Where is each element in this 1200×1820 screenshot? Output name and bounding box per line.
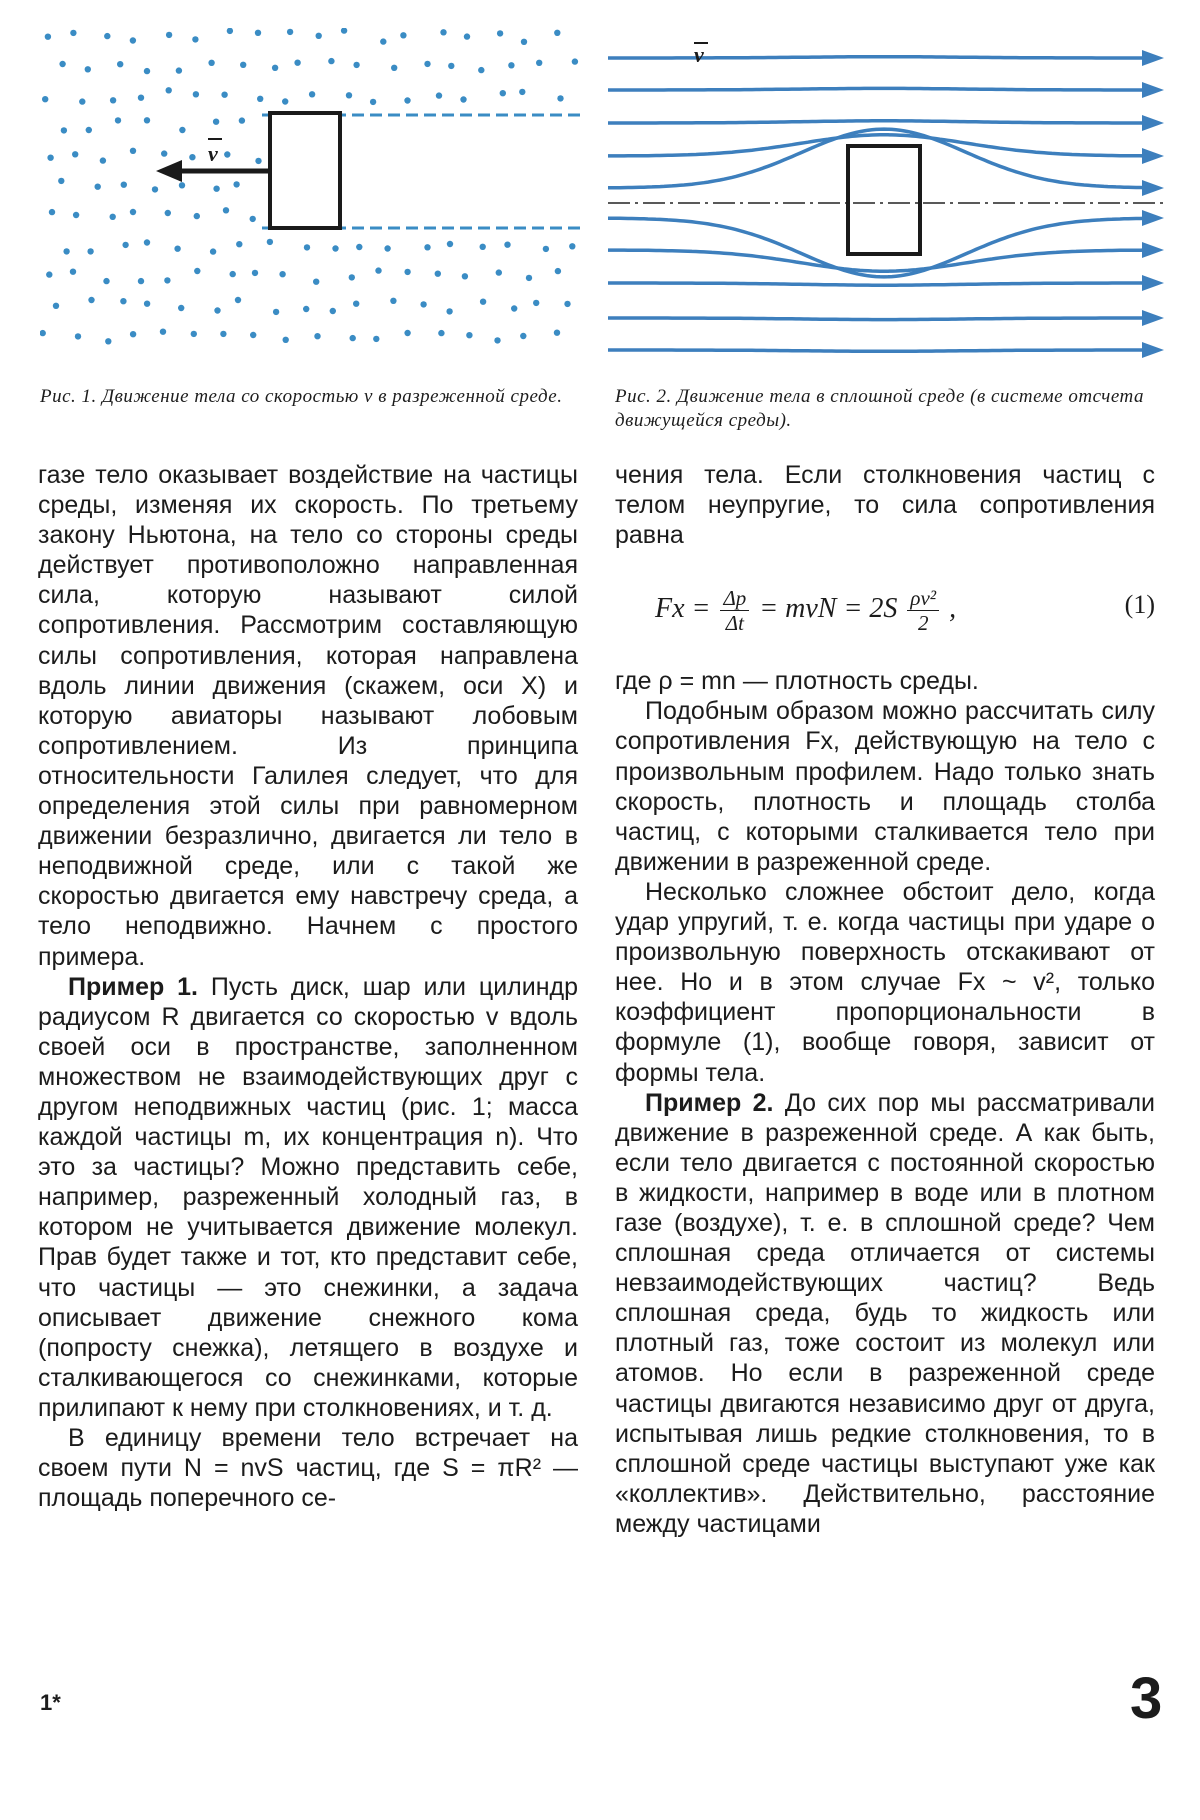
particle <box>390 298 396 304</box>
paragraph-text: Пусть диск, шар или цилиндр радиусом R двигается со скоростью v вдоль своей оси в пространстве, заполненном множеством не взаимодействующих друг с другом неподвижных частиц (рис. 1; масса каждой частицы m, их концентрация n). Что это за частицы? Можно представить себе, например, разреженный холодный газ, в котором не учитывается движение молекул. Прав будет также и тот, кто представит себе, что частицы — это снежинки, а задача описывает движение снежного кома (попросту снежка), летящего в воздухе и сталкивающегося со снежинками, которые прилипают к нему при столкновениях, и т. д. <box>38 972 579 1422</box>
example-2-paragraph <box>615 1088 1155 1539</box>
particle <box>213 186 219 192</box>
particle <box>236 241 242 247</box>
particle <box>194 268 200 274</box>
particle <box>341 28 347 34</box>
particle <box>233 181 239 187</box>
formula-expression <box>655 586 956 635</box>
formula-fraction-2: $\frac{\text{ρv²}}{2}$ <box>907 586 939 635</box>
particle <box>191 331 197 337</box>
particle <box>404 269 410 275</box>
particle <box>435 271 441 277</box>
particle <box>350 335 356 341</box>
particle <box>304 244 310 250</box>
particle <box>500 90 506 96</box>
particle <box>332 245 338 251</box>
particle <box>504 242 510 248</box>
particle <box>210 248 216 254</box>
left-column <box>38 460 578 1513</box>
particle <box>120 298 126 304</box>
particle <box>557 95 563 101</box>
example-1-paragraph <box>38 972 578 1423</box>
particle <box>165 210 171 216</box>
particle <box>466 332 472 338</box>
particle <box>53 303 59 309</box>
particle <box>130 209 136 215</box>
particle <box>478 67 484 73</box>
figure-1-caption: Рис. 1. Движение тела со скоростью v в разреженной среде. <box>40 386 563 407</box>
particle <box>138 95 144 101</box>
particle <box>63 248 69 254</box>
particle <box>316 33 322 39</box>
formula-lhs: Fx = <box>655 593 711 625</box>
particle <box>193 91 199 97</box>
particle <box>160 329 166 335</box>
paragraph: где ρ = mn — плотность среды. <box>615 667 979 696</box>
particle <box>533 300 539 306</box>
particle <box>250 332 256 338</box>
particle <box>103 278 109 284</box>
particle <box>349 274 355 280</box>
particle <box>144 301 150 307</box>
particle <box>272 65 278 71</box>
streamline <box>608 129 1144 188</box>
particle <box>255 158 261 164</box>
figure-2-caption: Рис. 2. Движение тела в сплошной среде (в системе отсчета движущейся среды). <box>615 386 1144 431</box>
particle <box>85 66 91 72</box>
particle <box>79 98 85 104</box>
example-label: Пример 1. <box>68 972 199 1001</box>
particle <box>480 299 486 305</box>
paragraph: газе тело оказывает воздействие на частицы среды, изменяя их скорость. По третьему закону Ньютона, на тело со стороны среды действует противоположно направленная сила, которую называют силой сопротивления. Рассмотрим составляющую силы сопротивления, которая направлена вдоль линии движения (скажем, оси X) и которую авиаторы называют лобовым сопротивлением. Из принципа относительности Галилея следует, что для определения этой силы при равномерном движении безразлично, двигается ли тело в неподвижной среде, или с такой же скоростью двигается ему навстречу среда, а тело неподвижно. Начнем с простого примера. <box>38 461 578 971</box>
particle <box>438 330 444 336</box>
particle <box>554 30 560 36</box>
particle <box>121 182 127 188</box>
particle <box>330 308 336 314</box>
particle <box>115 117 121 123</box>
particle <box>309 91 315 97</box>
particle <box>520 333 526 339</box>
particle <box>536 60 542 66</box>
drag-force-formula <box>615 568 1155 658</box>
particle <box>45 34 51 40</box>
particle <box>497 30 503 36</box>
particle <box>569 243 575 249</box>
particle <box>178 305 184 311</box>
particle <box>273 309 279 315</box>
particle <box>213 119 219 125</box>
particle <box>314 333 320 339</box>
particle <box>49 209 55 215</box>
particle <box>543 246 549 252</box>
streamline-arrowhead <box>1142 310 1164 326</box>
velocity-arrowhead <box>156 160 182 182</box>
particle <box>40 330 46 336</box>
particle <box>391 65 397 71</box>
equation-number: (1) <box>1124 590 1155 620</box>
particle <box>46 271 52 277</box>
particle <box>400 32 406 38</box>
paragraph: Подобным образом можно рассчитать силу сопротивления Fx, действующую на тело с произвольным профилем. Надо только знать скорость, плотность и площадь столба частиц, с которыми сталкивается тело при движении в разреженной среде. <box>615 697 1155 876</box>
particle <box>161 150 167 156</box>
particle <box>221 92 227 98</box>
streamline-arrowhead <box>1142 210 1164 226</box>
particle <box>283 337 289 343</box>
particle <box>130 148 136 154</box>
streamline <box>608 88 1144 90</box>
particle <box>519 89 525 95</box>
particle <box>564 301 570 307</box>
particle <box>144 239 150 245</box>
formula-middle: = mvN = 2S <box>759 593 898 625</box>
particle <box>130 331 136 337</box>
particle <box>373 336 379 342</box>
particle <box>214 307 220 313</box>
particle <box>328 58 334 64</box>
particle <box>267 239 273 245</box>
particle <box>239 117 245 123</box>
particle <box>176 67 182 73</box>
particle <box>440 29 446 35</box>
body-in-flow <box>848 146 920 254</box>
particle <box>404 97 410 103</box>
particle <box>86 127 92 133</box>
particle <box>73 212 79 218</box>
particle <box>380 38 386 44</box>
particle <box>346 92 352 98</box>
figure-1-rarefied-medium <box>40 28 580 368</box>
streamline <box>608 283 1144 285</box>
formula-fraction-1: $\frac{\Delta p}{\Delta t}$ <box>720 586 749 635</box>
page-number: 3 <box>1130 1666 1163 1731</box>
streamline <box>608 318 1144 320</box>
particle <box>220 331 226 337</box>
streamline-arrowhead <box>1142 342 1164 358</box>
particle <box>303 306 309 312</box>
particle <box>424 61 430 67</box>
particle <box>508 62 514 68</box>
particle <box>436 92 442 98</box>
particle <box>447 241 453 247</box>
particle <box>480 244 486 250</box>
particle <box>42 96 48 102</box>
particle <box>313 279 319 285</box>
particle <box>353 301 359 307</box>
streamline-arrowhead <box>1142 115 1164 131</box>
particle <box>227 28 233 34</box>
streamline-arrowhead <box>1142 82 1164 98</box>
particle <box>572 58 578 64</box>
particle <box>75 333 81 339</box>
particle <box>95 184 101 190</box>
particle <box>166 87 172 93</box>
particle <box>526 275 532 281</box>
particle <box>110 214 116 220</box>
particle <box>122 242 128 248</box>
particle <box>446 308 452 314</box>
particle <box>166 32 172 38</box>
particle <box>72 151 78 157</box>
particle <box>240 62 246 68</box>
particle <box>356 244 362 250</box>
particle <box>224 151 230 157</box>
particle <box>47 155 53 161</box>
right-column <box>615 460 1155 1539</box>
particle <box>192 36 198 42</box>
streamline-arrowhead <box>1142 180 1164 196</box>
particle <box>420 301 426 307</box>
particle <box>179 182 185 188</box>
particle <box>353 62 359 68</box>
particle <box>105 338 111 344</box>
streamline <box>608 57 1144 58</box>
particle <box>164 277 170 283</box>
velocity-label: v <box>208 141 218 166</box>
particle <box>287 29 293 35</box>
moving-body <box>270 113 340 228</box>
particle <box>138 278 144 284</box>
streamline-arrowhead <box>1142 148 1164 164</box>
formula-tail: , <box>949 593 957 625</box>
particle <box>375 267 381 273</box>
streamline <box>608 121 1144 123</box>
particle <box>194 213 200 219</box>
particle <box>460 96 466 102</box>
particle <box>208 60 214 66</box>
particle <box>88 297 94 303</box>
particle <box>70 30 76 36</box>
particle <box>521 39 527 45</box>
streamline <box>608 218 1144 277</box>
particle <box>494 337 500 343</box>
particle <box>87 248 93 254</box>
particle <box>144 117 150 123</box>
streamline-arrowhead <box>1142 275 1164 291</box>
particle <box>250 216 256 222</box>
particle <box>174 246 180 252</box>
particle <box>235 297 241 303</box>
particle <box>117 61 123 67</box>
paragraph: чения тела. Если столкновения частиц с телом неупругие, то сила сопротивления равна <box>615 461 1155 550</box>
particle <box>511 305 517 311</box>
paragraph: Несколько сложнее обстоит дело, когда удар упругий, т. е. когда частицы при ударе о произвольную поверхность отскакивают от нее. Но и в этом случае Fx ~ v², только коэффициент пропорциональности в формуле (1), вообще говоря, зависит от формы тела. <box>615 877 1155 1087</box>
particle <box>104 33 110 39</box>
particle <box>61 127 67 133</box>
particle <box>257 96 263 102</box>
particle <box>59 61 65 67</box>
particle <box>554 330 560 336</box>
particle <box>462 273 468 279</box>
particle <box>279 271 285 277</box>
particle <box>424 244 430 250</box>
streamline-arrowhead <box>1142 50 1164 66</box>
paragraph: В единицу времени тело встречает на своем пути N = nvS частиц, где S = πR² — площадь поперечного се- <box>38 1424 578 1513</box>
particle <box>370 99 376 105</box>
particle <box>294 60 300 66</box>
particle <box>255 30 261 36</box>
particle <box>496 269 502 275</box>
particle <box>58 178 64 184</box>
particle <box>464 33 470 39</box>
particle <box>404 330 410 336</box>
particle <box>152 186 158 192</box>
streamlines <box>608 50 1164 358</box>
particle <box>189 154 195 160</box>
particle <box>282 98 288 104</box>
particle <box>252 270 258 276</box>
figure-2-continuous-medium <box>608 28 1168 368</box>
particle <box>179 127 185 133</box>
particle <box>555 268 561 274</box>
example-label: Пример 2. <box>645 1088 774 1117</box>
particle <box>230 271 236 277</box>
particle <box>384 245 390 251</box>
particle <box>448 63 454 69</box>
particle <box>130 37 136 43</box>
velocity-label: v <box>694 42 704 67</box>
particle <box>100 157 106 163</box>
streamline <box>608 350 1144 351</box>
particle <box>110 97 116 103</box>
streamline-arrowhead <box>1142 242 1164 258</box>
particle <box>223 207 229 213</box>
particle <box>70 269 76 275</box>
particle <box>144 68 150 74</box>
signature-mark: 1* <box>40 1690 61 1715</box>
paragraph-text: До сих пор мы рассматривали движение в разреженной среде. А как быть, если тело двигается с постоянной скоростью в жидкости, например в воде или в плотном газе (воздухе), т. е. в сплошной среде? Чем сплошная среда отличается от системы невзаимодействующих частиц? Ведь сплошная среда, будь то жидкость или плотный газ, тоже состоит из молекул или атомов. Но если в разреженной среде частицы двигаются независимо друг от друга, испытывая лишь редкие столкновения, то в сплошной среде частицы выступают уже как «коллектив». Действительно, расстояние между частицами <box>615 1088 1156 1538</box>
